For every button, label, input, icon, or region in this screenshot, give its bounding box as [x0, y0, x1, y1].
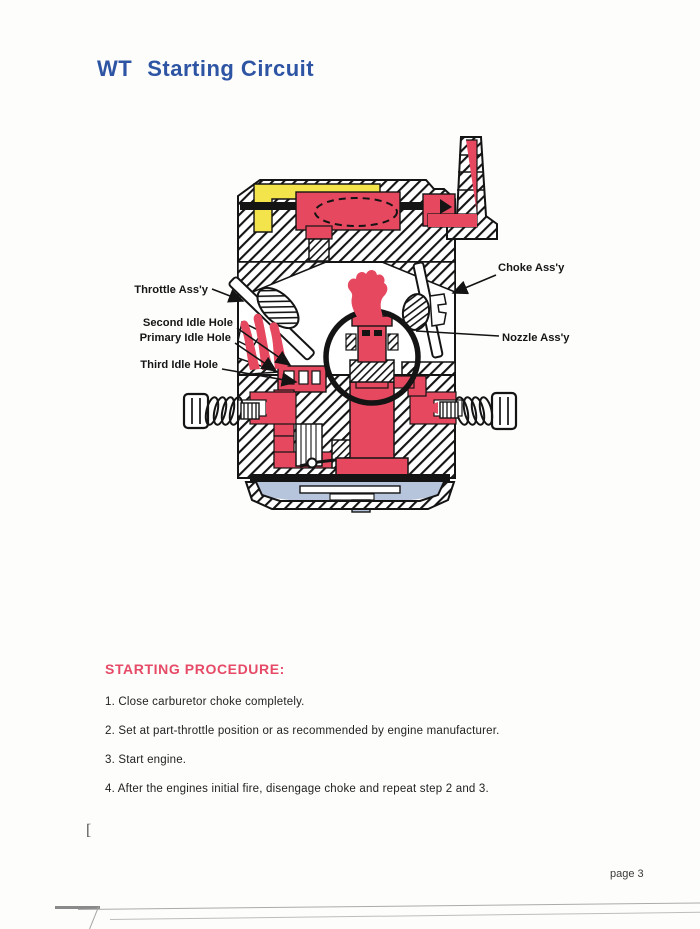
fuel-pump-section — [238, 180, 455, 262]
procedure-step: 4. After the engines initial fire, disengage choke and repeat step 2 and 3. — [105, 783, 489, 795]
third-idle-hole — [312, 371, 320, 384]
scan-edge-line — [110, 912, 700, 920]
carburetor-diagram — [90, 120, 590, 525]
procedure-step: 3. Start engine. — [105, 754, 187, 766]
nozzle-check-valve — [350, 360, 394, 382]
idle-hole-gallery — [278, 366, 326, 392]
page-title-text: Starting Circuit — [147, 56, 315, 81]
label-second-idle-hole: Second Idle Hole — [142, 317, 233, 329]
pump-screen — [309, 239, 329, 261]
label-third-idle-hole: Third Idle Hole — [140, 359, 218, 371]
label-throttle-assy: Throttle Ass'y — [134, 284, 208, 296]
label-choke-assy: Choke Ass'y — [498, 262, 565, 274]
label-primary-idle-hole: Primary Idle Hole — [139, 332, 231, 344]
stray-ink-mark: [ — [86, 822, 92, 839]
page-title-model: WT — [97, 56, 133, 81]
procedure-step: 1. Close carburetor choke completely. — [105, 696, 305, 708]
starting-procedure-section — [105, 661, 585, 812]
procedure-step: 2. Set at part-throttle position or as recommended by engine manufacturer. — [105, 725, 500, 737]
page-number: page 3 — [610, 868, 644, 880]
primary-idle-hole — [299, 371, 308, 384]
label-nozzle-assy: Nozzle Ass'y — [502, 332, 570, 344]
page-title — [97, 56, 314, 82]
procedure-heading: STARTING PROCEDURE: — [105, 661, 285, 677]
metering-diaphragm — [246, 474, 454, 512]
scan-edge-line — [78, 902, 700, 910]
